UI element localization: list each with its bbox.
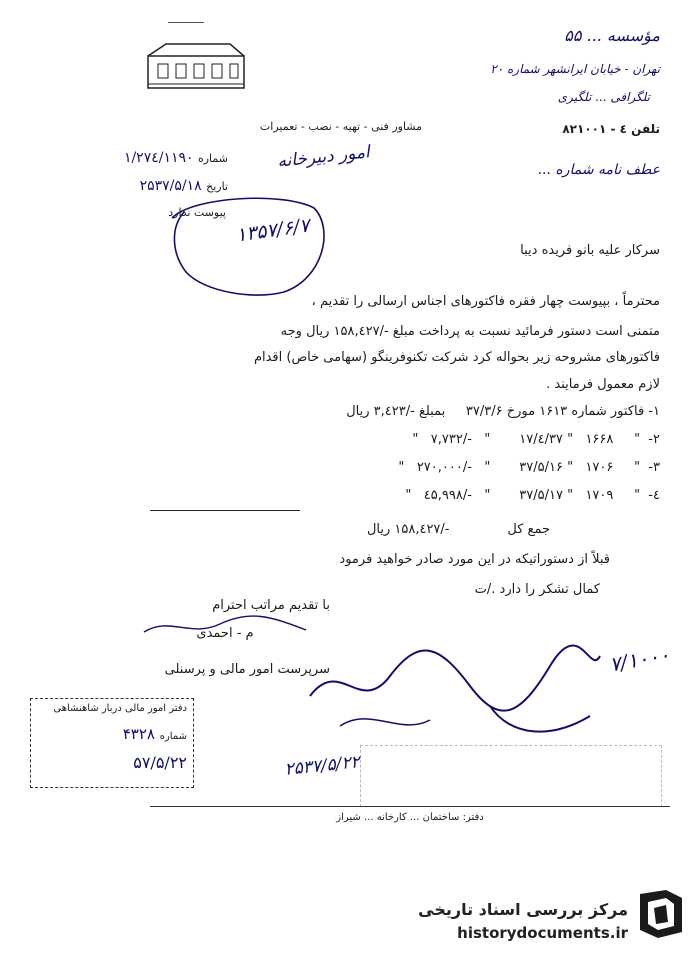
body-line-4: لازم معمول فرمایند . (546, 377, 660, 392)
company-phone: تلفن ٤ - ۸۲۱۰۰۱ (562, 122, 660, 136)
footer-address: دفتر: ساختمان ... کارخانه ... شیراز (336, 812, 484, 823)
total-amount: -/۱۵۸,٤۲۷ (394, 522, 450, 537)
invoice-date-label: " (567, 488, 574, 503)
invoice-number: ۱۶۱۳ (539, 404, 568, 419)
total-currency: ریال (366, 522, 391, 537)
margin-number-note: ۷/۱۰۰۰ (607, 642, 672, 677)
reference-number-value: ۱/۲۷٤/۱۱۹۰ (123, 150, 194, 166)
archive-logo-icon (636, 888, 686, 940)
invoice-row: ۳- " ۱۷۰۶ " ۳۷/۵/۱۶ " -/۲۷۰,۰۰۰ " (398, 460, 660, 475)
handwritten-date: ۱۳۵۷/۶/۷ (234, 214, 311, 247)
invoice-row: ٤- " ۱۷۰۹ " ۳۷/۵/۱۷ " -/٤۵,۹۹۸ " (405, 488, 660, 503)
letterhead-top-line (168, 22, 204, 23)
handwritten-reference-note: عطف نامه شماره ... (537, 162, 660, 178)
invoice-row-number: ٤ (653, 488, 660, 503)
registry-number-label: شماره (159, 731, 187, 742)
telegraph-address: تلگرافی ... تلگیری (557, 90, 650, 104)
registry-stamp-date: ۵۷/۵/۲۲ (133, 753, 187, 772)
invoice-date-label: " (567, 432, 574, 447)
total-label: جمع کل (507, 522, 550, 537)
invoice-amount-label: " (484, 460, 491, 475)
invoice-amount: -/۳,٤۲۳ (373, 404, 415, 419)
invoice-amount: -/۲۷۰,۰۰۰ (416, 460, 472, 475)
gratitude-line: کمال تشکر را دارد ./ت (474, 582, 600, 597)
invoice-row: ۲- " ۱۶۶۸ " ۳۷/٤/۱۷ " -/۷,۷۳۲ " (412, 432, 660, 447)
invoice-row-number: ۱ (653, 404, 660, 419)
invoice-date: ۳۷/۵/۱۶ (519, 460, 563, 475)
invoice-date-label: مورخ (506, 404, 536, 419)
reference-number (28, 150, 228, 166)
invoice-row: ۱- فاکتور شماره ۱۶۱۳ مورخ ۳۷/۳/۶ بمبلغ -/۳,٤۲۳ ریال (346, 404, 660, 419)
invoice-amount: -/٤۵,۹۹۸ (423, 488, 472, 503)
invoice-currency: " (412, 432, 419, 447)
registry-stamp-number (37, 725, 187, 743)
company-address: تهران - خیابان ایرانشهر شماره ۲۰ (490, 62, 660, 76)
signer-title: سرپرست امور مالی و پرسنلی (164, 662, 330, 677)
invoice-label: " (634, 432, 641, 447)
faded-stamp (360, 745, 662, 807)
thanks-line: قبلاً از دستوراتیکه در این مورد صادر خواهید فرمود (339, 552, 610, 567)
invoice-total (150, 522, 550, 537)
body-line-1: محترماً ، بپیوست چهار فقره فاکتورهای اجناس ارسالی را تقدیم ، (311, 294, 660, 309)
building-logo-icon (146, 40, 248, 92)
signer-name: م - احمدی (196, 626, 254, 641)
invoice-label: " (634, 460, 641, 475)
recipient: سرکار علیه بانو فریده دیبا (520, 243, 660, 258)
invoice-amount-label: " (484, 432, 491, 447)
watermark-title: مرکز بررسی اسناد تاریخی (418, 900, 628, 919)
invoice-number: ۱۷۰۹ (585, 488, 614, 503)
footer-rule (150, 806, 670, 807)
company-name: مؤسسه ... ۵۵ (564, 26, 660, 45)
closing-regards: با تقدیم مراتب احترام (212, 598, 330, 613)
invoice-date: ۳۷/٤/۱۷ (519, 432, 563, 447)
company-services: مشاور فنی - تهیه - نصب - تعمیرات (259, 120, 422, 133)
handwritten-scrawl-icon (300, 636, 610, 746)
invoice-label: فاکتور شماره (571, 404, 645, 419)
registry-stamp-title: دفتر امور مالی دربار شاهنشاهی (53, 703, 187, 714)
invoice-row-number: ۳ (653, 460, 660, 475)
invoice-currency: " (398, 460, 405, 475)
invoice-date-label: " (567, 460, 574, 475)
reference-date-value: ۲۵۳۷/۵/۱۸ (139, 178, 202, 194)
receipt-date-stamp: ۲۵۳۷/۵/۲۲ (283, 752, 361, 780)
invoice-row-number: ۲ (653, 432, 660, 447)
body-line-2: متمنی است دستور فرمائید نسبت به پرداخت مبلغ -/۱۵۸,٤۲۷ ریال وجه (280, 324, 660, 339)
invoice-currency: ریال (346, 404, 370, 419)
invoice-date: ۳۷/۳/۶ (465, 404, 503, 419)
invoice-number: ۱۷۰۶ (585, 460, 614, 475)
invoice-total-rule (150, 510, 300, 511)
registry-number-value: ۴۳۲۸ (122, 725, 155, 743)
registry-stamp (30, 698, 194, 788)
handwritten-secretariat-note: امور دبیرخانه (276, 142, 371, 172)
reference-date-label: تاریخ (206, 180, 228, 193)
reference-number-label: شماره (197, 152, 228, 165)
invoice-amount-label: " (484, 488, 491, 503)
reference-attachment-value: ندارد (168, 206, 191, 219)
invoice-date: ۳۷/۵/۱۷ (519, 488, 563, 503)
invoice-currency: " (405, 488, 412, 503)
invoice-label: " (634, 488, 641, 503)
invoice-number: ۱۶۶۸ (585, 432, 614, 447)
invoice-amount: -/۷,۷۳۲ (430, 432, 472, 447)
watermark-url: historydocuments.ir (457, 924, 628, 942)
reference-attachment-label: پیوست (193, 206, 226, 219)
invoice-amount-label: بمبلغ (418, 404, 446, 419)
body-line-3: فاکتورهای مشروحه زیر بحواله کرد شرکت تکنوفرینگو (سهامی خاص) اقدام (253, 350, 660, 365)
